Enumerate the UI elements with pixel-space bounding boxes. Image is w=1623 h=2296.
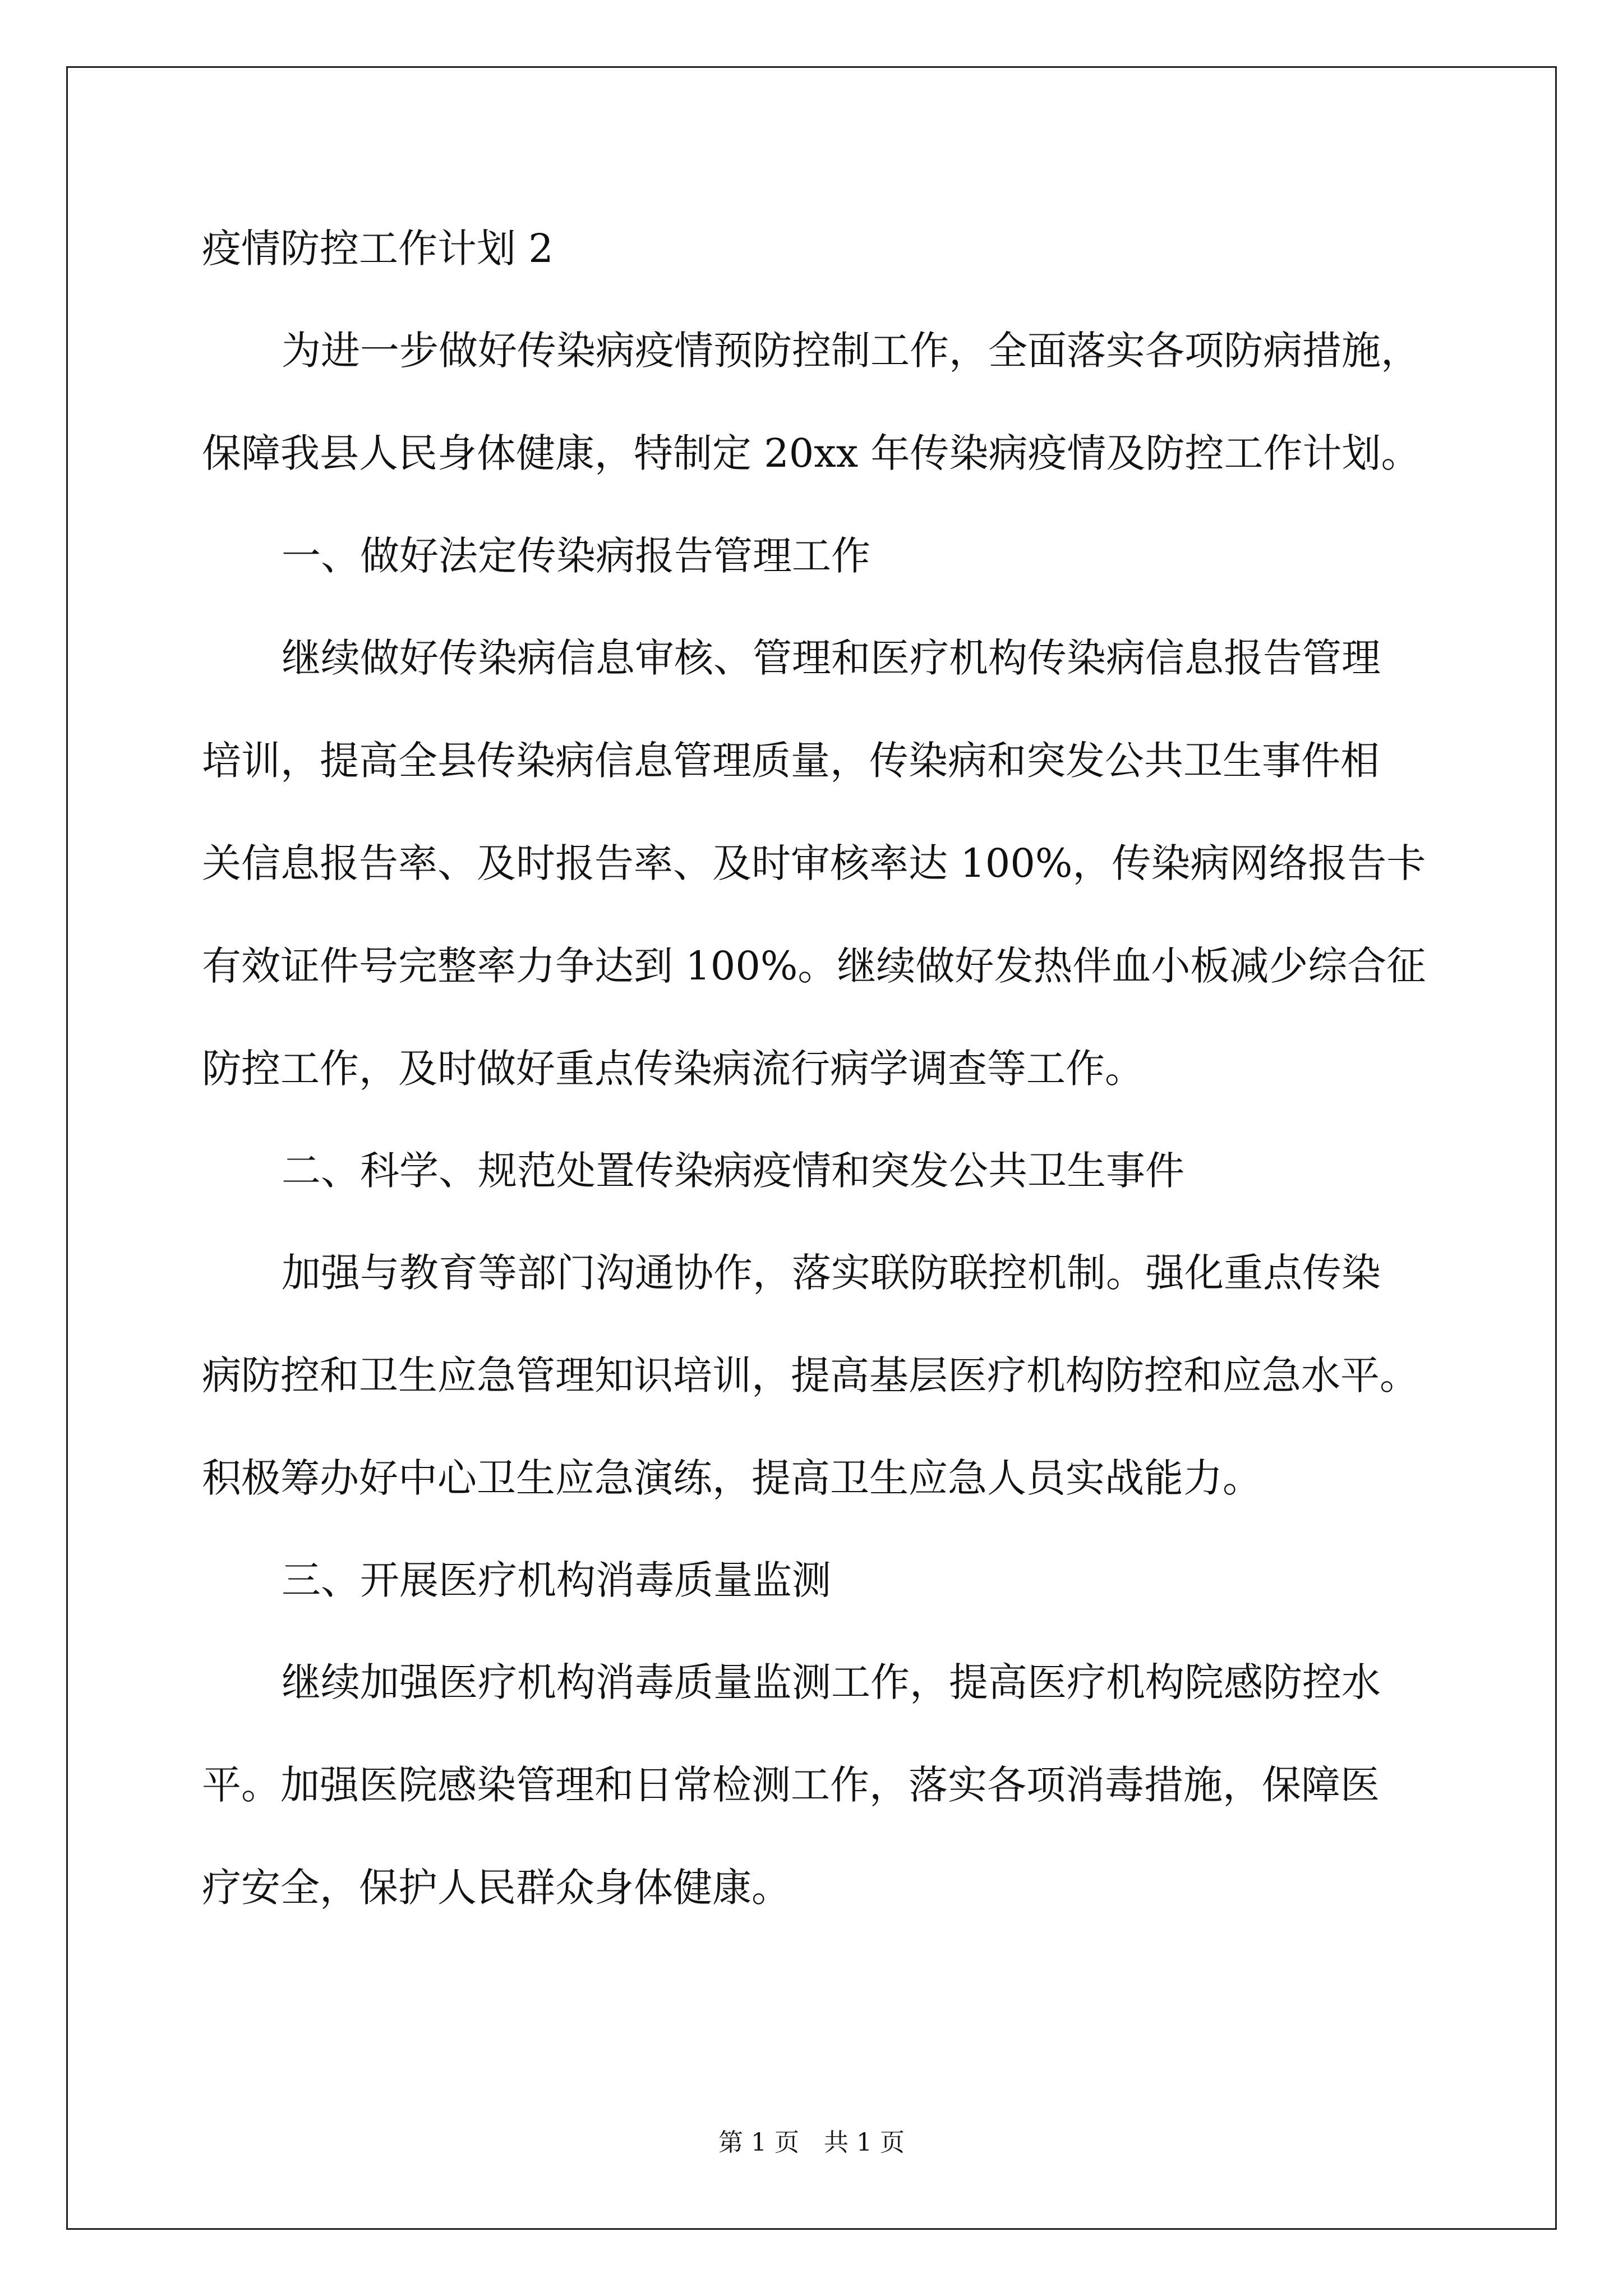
section-heading-2: 二、科学、规范处置传染病疫情和突发公共卫生事件 xyxy=(282,1148,1184,1194)
text-line: 关信息报告率、及时报告率、及时审核率达 100%，传染病网络报告卡 xyxy=(202,840,1426,886)
text-line: 防控工作，及时做好重点传染病流行病学调查等工作。 xyxy=(202,1046,1144,1092)
text-line: 病防控和卫生应急管理知识培训，提高基层医疗机构防控和应急水平。 xyxy=(202,1352,1419,1398)
text-line: 疗安全，保护人民群众身体健康。 xyxy=(202,1865,791,1911)
section-2-paragraph xyxy=(202,1250,1419,1558)
section-1-paragraph xyxy=(202,635,1426,1148)
page-footer: 第 1 页 共 1 页 xyxy=(718,2128,905,2157)
text-line: 继续加强医疗机构消毒质量监测工作，提高医疗机构院感防控水 xyxy=(282,1659,1381,1705)
text-line: 继续做好传染病信息审核、管理和医疗机构传染病信息报告管理 xyxy=(282,635,1381,681)
section-heading-1: 一、做好法定传染病报告管理工作 xyxy=(282,533,870,579)
text-line: 保障我县人民身体健康，特制定 20xx 年传染病疫情及防控工作计划。 xyxy=(202,430,1421,476)
document-title: 疫情防控工作计划 2 xyxy=(202,226,554,272)
text-line: 平。加强医院感染管理和日常检测工作，落实各项消毒措施，保障医 xyxy=(202,1762,1380,1808)
intro-paragraph xyxy=(202,328,1421,533)
text-line: 为进一步做好传染病疫情预防控制工作，全面落实各项防病措施， xyxy=(282,328,1420,374)
text-line: 加强与教育等部门沟通协作，落实联防联控机制。强化重点传染 xyxy=(282,1250,1381,1296)
section-3-paragraph xyxy=(202,1659,1381,1967)
text-line: 培训，提高全县传染病信息管理质量，传染病和突发公共卫生事件相 xyxy=(202,738,1380,784)
section-heading-3: 三、开展医疗机构消毒质量监测 xyxy=(282,1557,831,1603)
text-line: 积极筹办好中心卫生应急演练，提高卫生应急人员实战能力。 xyxy=(202,1455,1262,1501)
text-line: 有效证件号完整率力争达到 100%。继续做好发热伴血小板减少综合征 xyxy=(202,943,1426,989)
